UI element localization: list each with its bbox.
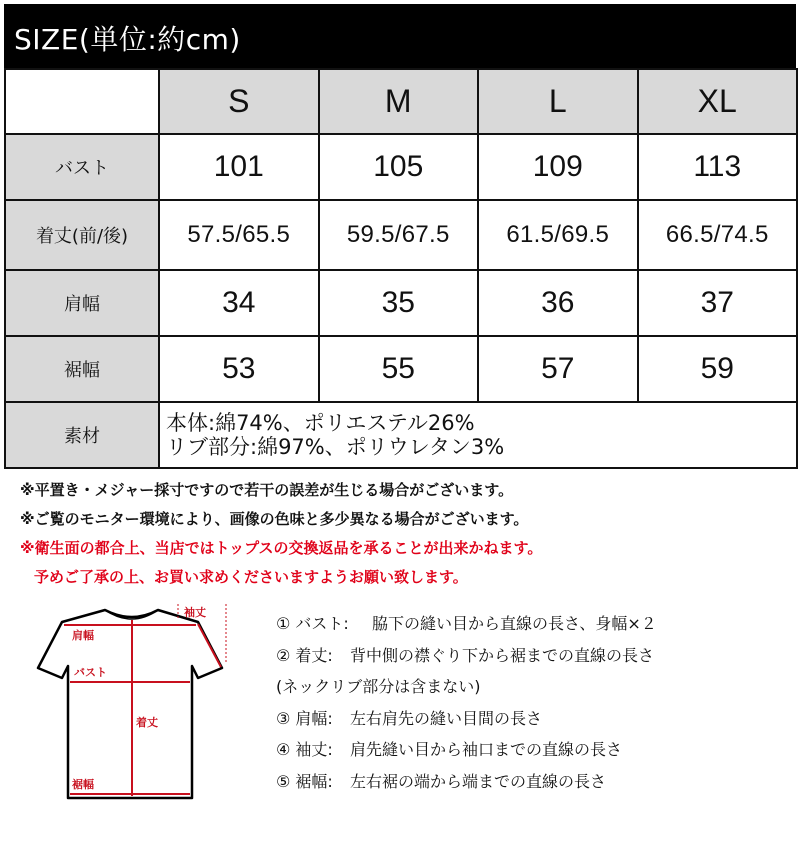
- legend-item-sleeve: [276, 734, 786, 766]
- notes-section: [20, 476, 790, 592]
- legend-desc-hem: 左右裾の端から端までの直線の長さ: [350, 771, 607, 791]
- material-cell: [159, 402, 797, 468]
- tshirt-diagram: [20, 596, 250, 826]
- row-label-shoulder: 肩幅: [5, 270, 159, 336]
- row-label-length: 着丈(前/後): [5, 200, 159, 270]
- page-title: SIZE(単位:約cm): [14, 23, 241, 56]
- tshirt-svg: [20, 596, 250, 826]
- table-cell: 109: [478, 134, 638, 200]
- diagram-label-hem: 裾幅: [72, 778, 94, 791]
- material-rib-text: リブ部分:綿97%、ポリウレタン3%: [166, 435, 505, 459]
- note-monitor: ※ご覧のモニター環境により、画像の色味と多少異なる場合がございます。: [20, 510, 529, 528]
- header-bar: [4, 4, 796, 68]
- material-row: [5, 402, 797, 468]
- legend-key-sleeve: ④ 袖丈:: [276, 740, 333, 759]
- table-row: [5, 200, 797, 270]
- legend-item-hem: [276, 766, 786, 798]
- diagram-label-length: 着丈: [136, 716, 158, 729]
- legend-desc-bust: 脇下の縫い目から直線の長さ、身幅×２: [372, 614, 657, 633]
- table-row: [5, 134, 797, 200]
- legend-key-hem: ⑤ 裾幅:: [276, 771, 333, 791]
- legend-item-length: [276, 640, 786, 672]
- legend-note-length: (ネックリブ部分は含まない): [276, 677, 481, 696]
- legend-key-shoulder: ③ 肩幅:: [276, 708, 333, 728]
- diagram-label-sleeve: 袖丈: [184, 606, 206, 619]
- table-cell: 59: [638, 336, 798, 402]
- size-header-s: S: [159, 69, 319, 134]
- legend-item-bust: [276, 608, 786, 640]
- measurement-legend: [276, 608, 786, 797]
- table-cell: 36: [478, 270, 638, 336]
- legend-key-bust: ① バスト:: [276, 614, 349, 633]
- legend-item-shoulder: [276, 703, 786, 735]
- legend-desc-length: 背中側の襟ぐり下から裾までの直線の長さ: [350, 645, 655, 665]
- material-body-text: 本体:綿74%、ポリエステル26%: [166, 411, 475, 435]
- table-cell: 57.5/65.5: [159, 200, 319, 270]
- row-label-hem: 裾幅: [5, 336, 159, 402]
- note-no-return: ※衛生面の都合上、当店ではトップスの交換返品を承ることが出来かねます。: [20, 539, 543, 557]
- table-cell: 53: [159, 336, 319, 402]
- diagram-label-shoulder: 肩幅: [72, 629, 94, 642]
- size-header-m: M: [319, 69, 479, 134]
- table-cell: 35: [319, 270, 479, 336]
- table-row: [5, 336, 797, 402]
- table-cell: 37: [638, 270, 798, 336]
- table-cell: 113: [638, 134, 798, 200]
- table-cell: 59.5/67.5: [319, 200, 479, 270]
- note-acknowledge: 予めご了承の上、お買い求めくださいますようお願い致します。: [34, 568, 468, 586]
- size-header-row: [5, 69, 797, 134]
- size-header-l: L: [478, 69, 638, 134]
- size-table: [4, 68, 798, 469]
- table-cell: 101: [159, 134, 319, 200]
- legend-desc-shoulder: 左右肩先の縫い目間の長さ: [350, 708, 543, 728]
- diagram-label-bust: バスト: [74, 666, 107, 679]
- table-cell: 55: [319, 336, 479, 402]
- legend-key-length: ② 着丈:: [276, 645, 333, 665]
- legend-desc-sleeve: 肩先縫い目から袖口までの直線の長さ: [350, 740, 623, 759]
- size-header-xl: XL: [638, 69, 798, 134]
- note-measurement: ※平置き・メジャー採寸ですので若干の誤差が生じる場合がございます。: [20, 481, 514, 499]
- row-label-material: 素材: [5, 402, 159, 468]
- table-row: [5, 270, 797, 336]
- corner-cell: [5, 69, 159, 134]
- row-label-bust: バスト: [5, 134, 159, 200]
- table-cell: 66.5/74.5: [638, 200, 798, 270]
- table-cell: 61.5/69.5: [478, 200, 638, 270]
- table-cell: 57: [478, 336, 638, 402]
- tshirt-outline: [38, 610, 222, 798]
- table-cell: 34: [159, 270, 319, 336]
- table-cell: 105: [319, 134, 479, 200]
